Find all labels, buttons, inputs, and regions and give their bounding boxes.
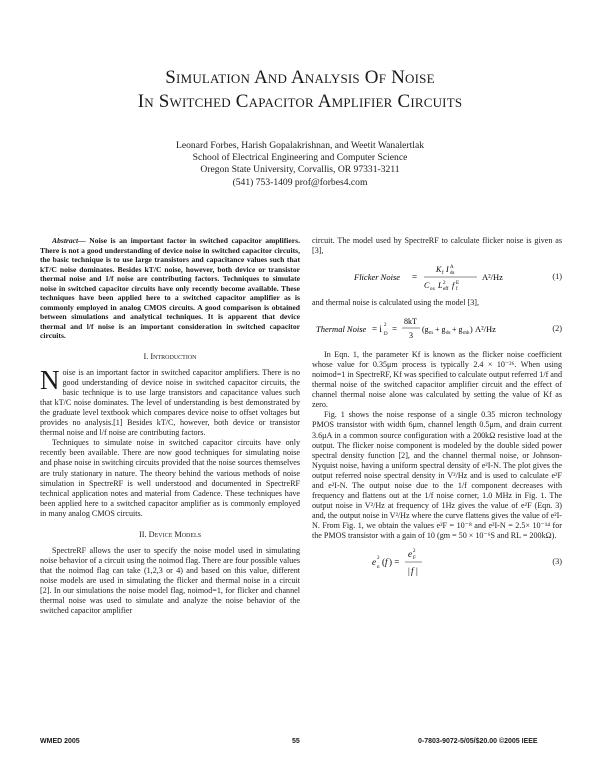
svg-text:ds: ds <box>450 271 455 277</box>
abstract <box>40 236 300 341</box>
abstract-text: Noise is an important factor in switched capacitor amplifiers. There is not a good understanding of device noise in switched capacitor circuits, the basic technique is to use large transistors and capacitance values such that kT/C noise dominates. Besides kT/C noise, however, both device or transistor thermal noise and 1/f noise are contributing factors. Techniques to simulate noise in switched capacitor circuits have only recently become available. These techniques have been applied here to a switched capacitor amplifier as is commonly employed in analog CMOS circuits. A good comparison is obtained between simulations and analytical techniques. It is apparent that device thermal and l/f noise is an important consideration in switched capacitor circuits. <box>40 236 300 341</box>
equation-2-formula <box>316 312 506 346</box>
svg-text:D: D <box>384 332 388 338</box>
svg-text:mb: mb <box>463 331 470 337</box>
svg-text:ds: ds <box>446 331 451 337</box>
svg-text:f: f <box>452 281 455 291</box>
svg-text:I: I <box>446 265 449 275</box>
device-models-paragraph: SpectreRF allows the user to specify the noise model used in simulating noise behavior of a circuit using the noimod flag. There are four possible values that the noimod flag can take (1,2,3 or 4) and based on this value, different noise models are used in simulating the flicker and thermal noise in a circuit [2]. In our simulations the noise model flag, noimod=1, for flicker and channel thermal noise was used to simulate and analyze the noise behavior of the switched capacitor amplifier <box>40 545 300 616</box>
author-department: School of Electrical Engineering and Computer Science <box>192 152 408 164</box>
equation-1-number: (1) <box>552 272 562 282</box>
svg-text:=: = <box>412 272 418 283</box>
equation-1-formula <box>352 260 522 294</box>
section-heading-introduction: I. Introduction <box>143 352 197 362</box>
intro-paragraph-2: Techniques to simulate noise in switched capacitor circuits have only recently been available. There are now good techniques for simulating noise and phase noise in switching circuits provided that the noise sources themselves are truly stationary in nature. The theory behind the various methods of noise simulation in SpectreRF is well understood and documented in SpectreRF technical application notes and material from Cadence. These techniques have been applied here to a switched capacitor amplifier as is commonly employed in many analog CMOS circuits. <box>40 438 300 518</box>
author-names: Leonard Forbes, Harish Gopalakrishnan, and Weetit Wanalertlak <box>176 140 424 151</box>
paper-title-line-2: In Switched Capacitor Amplifier Circuits <box>137 91 463 112</box>
svg-text:ox: ox <box>430 287 435 293</box>
svg-text:2: 2 <box>443 281 446 287</box>
svg-text:A: A <box>450 265 454 271</box>
svg-text:2: 2 <box>384 323 387 329</box>
svg-text:3: 3 <box>409 331 413 341</box>
svg-text:m: m <box>429 331 433 337</box>
svg-text:n: n <box>377 565 380 571</box>
svg-text:f: f <box>385 557 388 568</box>
svg-text:C: C <box>424 281 430 291</box>
author-university: Oregon State University, Corvallis, OR 97331-3211 <box>200 164 400 176</box>
svg-text:2: 2 <box>377 556 380 562</box>
svg-text:L: L <box>438 281 443 291</box>
paper-title-line-1: Simulation And Analysis Of Noise <box>165 67 435 88</box>
svg-text:2: 2 <box>413 549 416 555</box>
equation-3-number: (3) <box>552 557 562 567</box>
right-paragraph-4: Fig. 1 shows the noise response of a single 0.35 micron technology PMOS transistor with width 6μm, channel length 0.5μm, and drain current 3.6μA in a common source configuration with a 200kΩ resistive load at the output. The flicker noise component is modeled by the double sided power spectral density function [2], and the channel thermal noise, or Johnson-Nyquist noise, having a uniform spectral density of e²I-N. The plot gives the output referred noise spectral density in V²/Hz and is used to calculate e²F and e²I-N. The output noise due to the 1/f component decreases with frequency and flattens out at the 1/f noise corner, 1.0 MHz in Fig. 1. The output noise in V²/Hz at frequency of 1Hz gives the value of e²F (Eqn. 3) and, the output noise in V²/Hz where the curve flattens gives the value of e²I-N. From Fig. 1, we obtain the values e²F = 10⁻⁸ and e²I-N = 2.5× 10⁻¹⁴ for the PMOS transistor with a gain of 10 (gm = 50 × 10⁻⁶S and RL = 200kΩ). <box>312 410 562 540</box>
svg-text:E: E <box>456 281 460 287</box>
svg-text:|: | <box>416 566 418 577</box>
right-column <box>312 236 562 583</box>
svg-text:+ g: + g <box>435 325 446 335</box>
svg-text:): ) <box>470 325 473 335</box>
svg-text:eff: eff <box>443 287 449 293</box>
svg-text:) =: ) = <box>389 557 400 568</box>
footer-copyright: 0-7803-9072-5/05/$20.00 ©2005 IEEE <box>418 738 538 745</box>
equation-2-number: (2) <box>552 324 562 334</box>
author-contact: (541) 753-1409 prof@forbes4.com <box>232 176 368 188</box>
svg-text:f: f <box>456 287 458 293</box>
footer-page-number: 55 <box>292 738 300 745</box>
footer-conference: WMED 2005 <box>40 738 80 745</box>
eq2-label: Thermal Noise <box>316 324 367 335</box>
author-block <box>0 140 600 189</box>
svg-text:f: f <box>442 271 444 277</box>
equation-2 <box>312 312 562 346</box>
eq1-label: Flicker Noise <box>354 272 401 283</box>
equation-3-formula <box>372 545 492 579</box>
svg-text:8kT: 8kT <box>404 317 417 327</box>
svg-text:e: e <box>372 557 376 568</box>
svg-text:(: ( <box>382 557 385 568</box>
eq2-unit: A²/Hz <box>475 324 496 335</box>
svg-text:= i: = i <box>372 324 382 335</box>
right-paragraph-2: and thermal noise is calculated using the model [3], <box>312 298 479 308</box>
right-paragraph-3: In Eqn. 1, the parameter Kf is known as the flicker noise coefficient whose value for 0.35μm process is typically 2.4 × 10⁻²⁶. When using noimod=1 in SpectreRF, Kf was specified to calculate output referred 1/f and thermal noise of the switched capacitor amplifier circuit and the effect of channel thermal noise alone was calculated by setting the value of Kf as zero. <box>312 350 562 410</box>
svg-text:+ g: + g <box>452 325 463 335</box>
right-paragraph-1: circuit. The model used by SpectreRF to calculate flicker noise is given as [3], <box>312 236 562 256</box>
svg-text:e: e <box>408 549 412 560</box>
svg-text:f: f <box>411 566 414 577</box>
svg-text:(g: (g <box>422 325 429 335</box>
svg-text:|: | <box>408 566 410 577</box>
equation-3 <box>312 545 562 579</box>
svg-text:K: K <box>436 265 442 275</box>
drop-cap: N <box>40 365 60 396</box>
svg-text:F: F <box>413 556 416 562</box>
equation-1 <box>312 260 562 294</box>
intro-paragraph-1: Noise is an important factor in switched capacitor amplifiers. There is no good understanding of device noise in switched capacitor circuits, the basic technique is to use large transistors and capacitance values such that kT/C noise dominates. The level of understanding is best demonstrated by the graduate level textbook which compares device noise to offset voltages but provides no analysis.[1] Besides kT/C, however, both device or transistor thermal noise and l/f noise are contributing factors. <box>40 365 300 438</box>
left-column <box>40 236 300 616</box>
section-heading-device-models: II. Device Models <box>138 529 202 539</box>
svg-text:=: = <box>392 324 398 335</box>
abstract-label: Abstract— <box>52 236 86 245</box>
eq1-unit: A²/Hz <box>482 272 503 283</box>
